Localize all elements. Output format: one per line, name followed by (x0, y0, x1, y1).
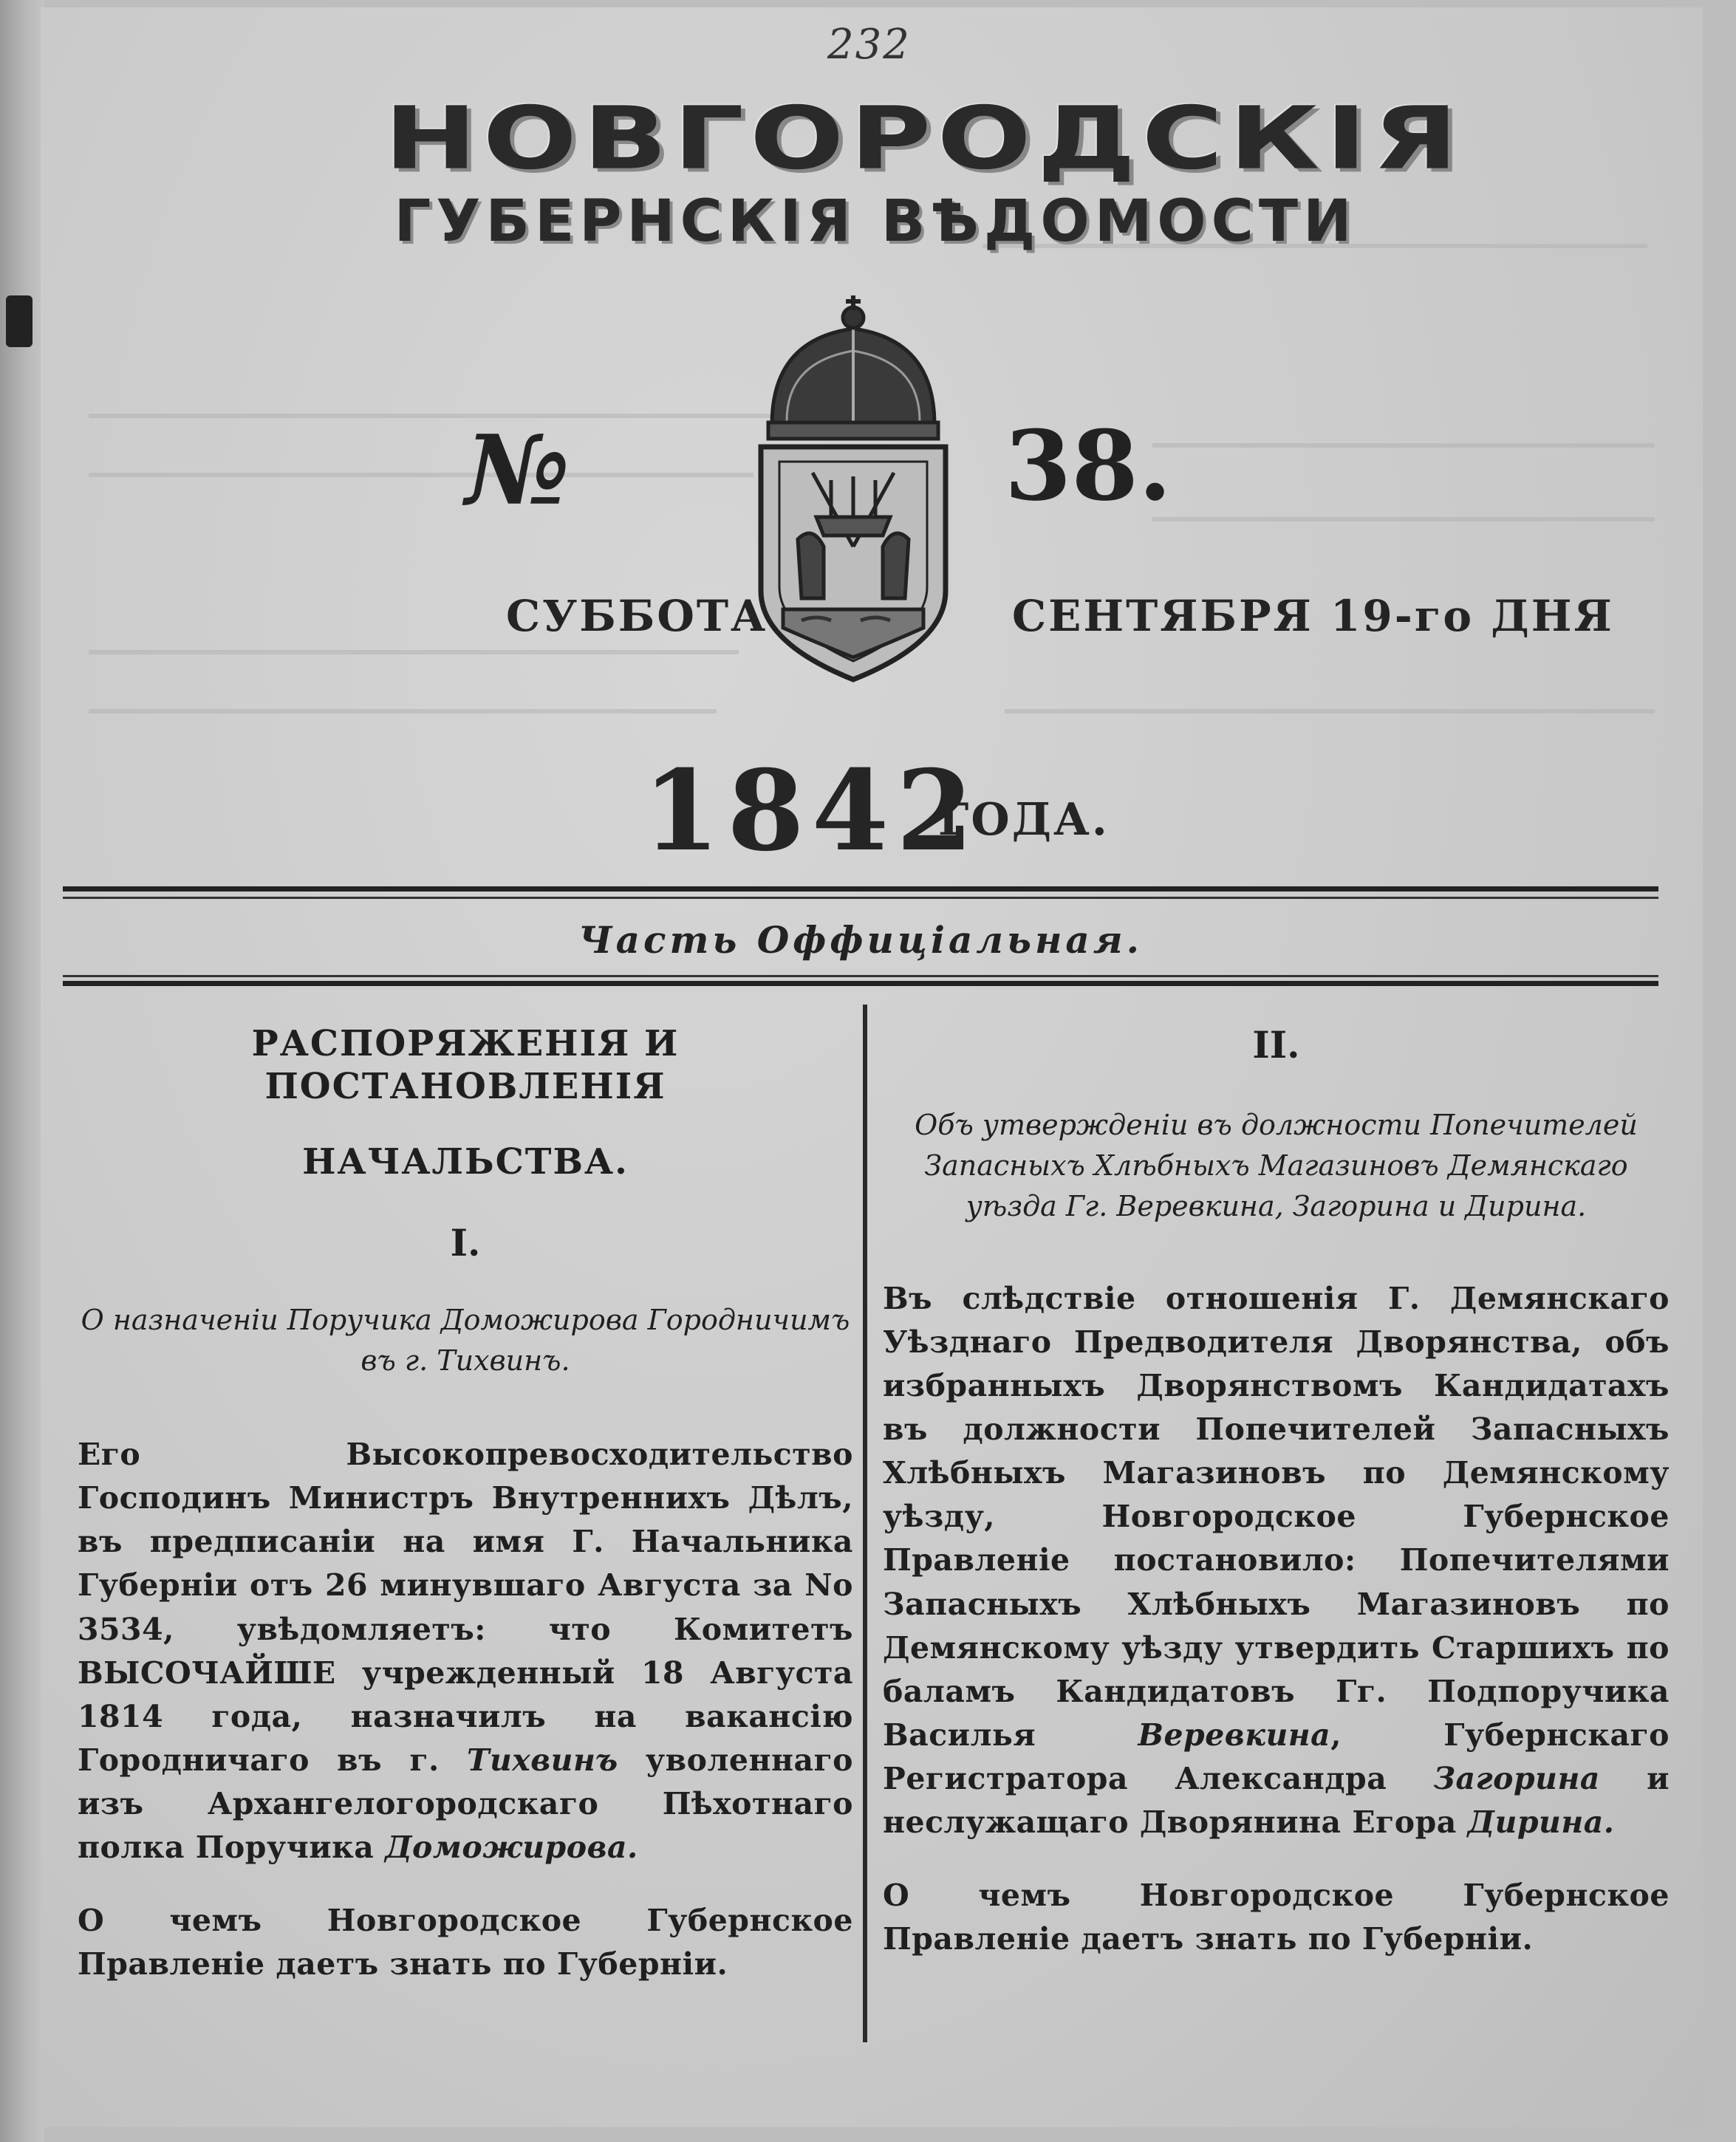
rule-top-thin (63, 897, 1658, 899)
section-label: Часть Оффиціальная. (578, 918, 1144, 962)
article-closing: О чемъ Новгородское Губернское Правленіе даетъ знать по Губерніи. (883, 1877, 1670, 1957)
coat-of-arms-icon (742, 295, 964, 687)
issue-year: 1842 (643, 746, 981, 876)
number-sign: № (465, 414, 570, 527)
body-part: Въ слѣдствіе отношенія Г. Демянскаго Уѣзднаго Предводителя Дворянства, объ избранныхъ Дворянствомъ Кандидатахъ въ должности Попечителей Запасныхъ Хлѣбныхъ Магазиновъ по Демянскому уѣзду, Новгородское Губернское Правленіе постановило: Попечителями Запасныхъ Хлѣбныхъ Магазиновъ по Демянскому уѣзду утвердить Старшихъ по баламъ Кандидатовъ Гг. Подпоручика Василья (883, 1281, 1670, 1753)
issue-number-value: 38. (1005, 409, 1172, 522)
person-name: Веревкина (1138, 1717, 1331, 1753)
body-part: и неслужащаго Дворянина Егора (883, 1760, 1670, 1840)
rule-top (63, 886, 1658, 892)
article-body (78, 1433, 853, 1869)
section-heading-2: НАЧАЛЬСТВА. (302, 1141, 629, 1183)
right-column (883, 1023, 1670, 1961)
body-part: Его Высокопревосходительство Господинъ Министръ Внутреннихъ Дѣлъ, въ предписаніи на имя Г. Начальника Губерніи отъ 26 минувшаго Августа за No 3534, увѣдомляетъ: что Комитетъ ВЫСОЧАЙШЕ учрежденный 18 Августа 1814 года, назначилъ на вакансію Городничаго въ г. (78, 1437, 853, 1778)
article-closing: О чемъ Новгородское Губернское Правленіе даетъ знать по Губерніи. (78, 1902, 853, 1982)
page-gutter (0, 0, 44, 2142)
rule-bottom (63, 981, 1658, 986)
person-name: Доможирова. (385, 1829, 638, 1865)
article-number: I. (450, 1221, 481, 1265)
binding-mark (6, 295, 33, 347)
rule-bottom-thin (63, 975, 1658, 977)
issue-year-word: ГОДА. (938, 794, 1110, 846)
body-part: уволеннаго изъ Архангелогородскаго Пѣхотнаго полка Поручика (78, 1742, 854, 1865)
body-part: , Губернскаго Регистратора Александра (883, 1717, 1670, 1796)
column-divider (863, 1005, 867, 2042)
town-name: Тихвинъ (466, 1742, 618, 1778)
article-subject: Объ утвержденіи въ должности Попечителей Запасныхъ Хлѣбныхъ Магазиновъ Демянскаго уѣзда Гг. Веревкина, Загорина и Дирина. (915, 1109, 1638, 1223)
issue-date: СЕНТЯБРЯ 19-го ДНЯ (1012, 591, 1614, 641)
masthead-title: НОВГОРОДСКІЯ (384, 89, 1464, 189)
archive-number: 232 (827, 21, 911, 69)
person-name: Загорина (1433, 1760, 1600, 1796)
issue-weekday: СУББОТА (506, 591, 768, 641)
article-body (883, 1277, 1670, 1844)
issue-number (465, 409, 1172, 527)
left-column (78, 1023, 853, 1986)
section-heading: РАСПОРЯЖЕНІЯ И ПОСТАНОВЛЕНІЯ (251, 1023, 680, 1107)
article-subject: О назначеніи Поручика Доможирова Городничимъ въ г. Тихвинъ. (81, 1304, 850, 1378)
masthead-subtitle: ГУБЕРНСКІЯ ВѢДОМОСТИ (394, 188, 1357, 255)
person-name: Дирина. (1467, 1804, 1615, 1840)
article-number: II. (1252, 1023, 1300, 1067)
